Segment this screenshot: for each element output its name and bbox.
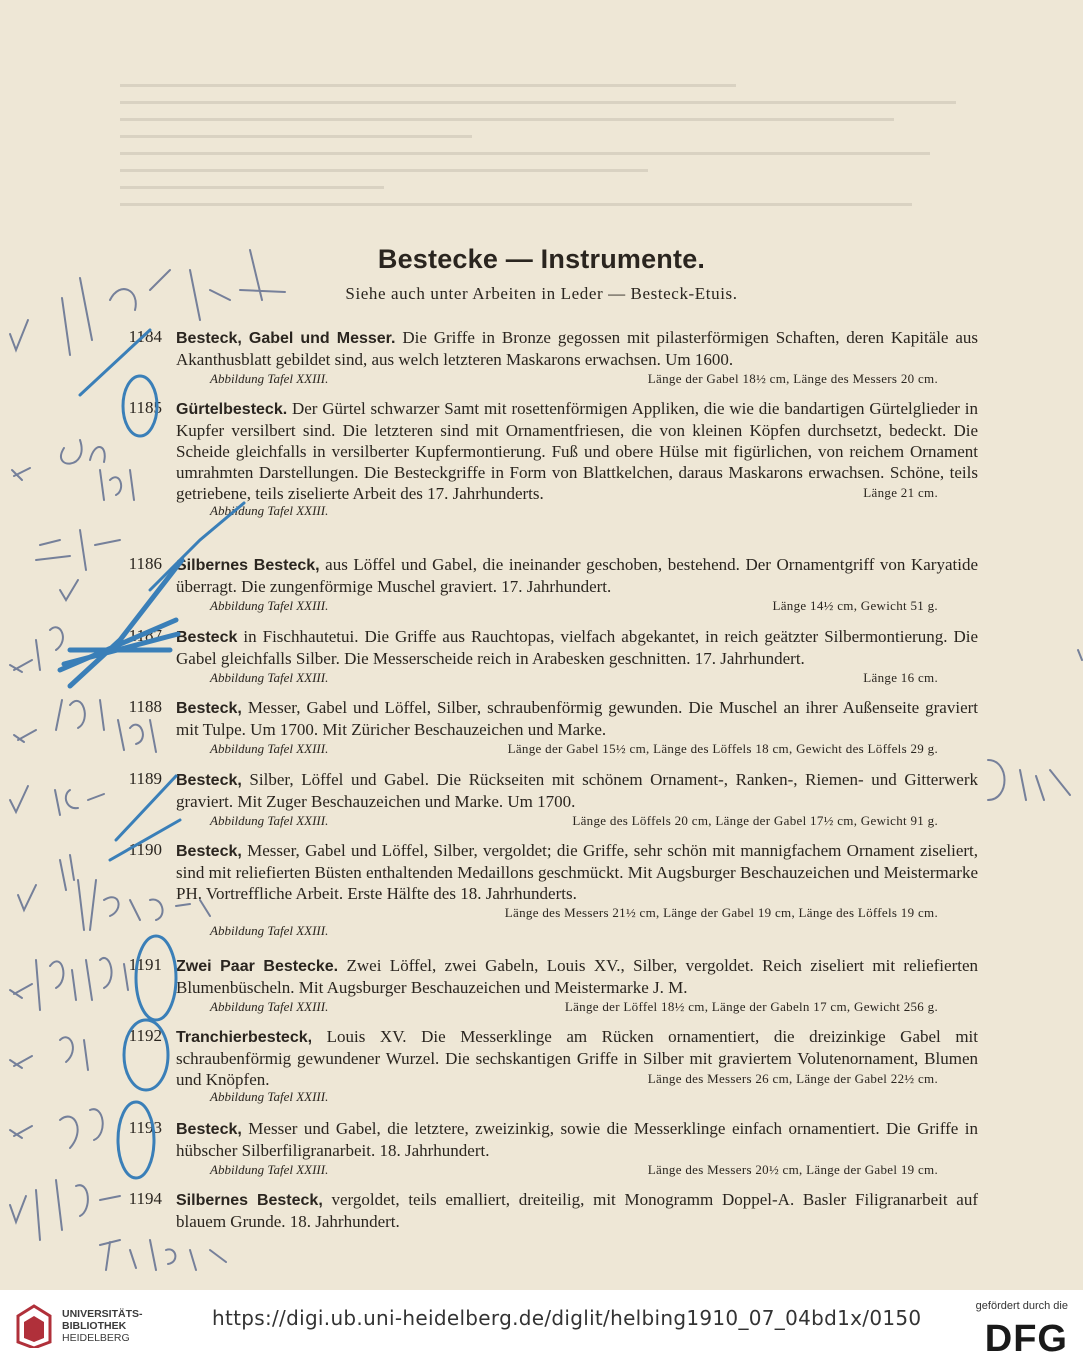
entry-text: Messer, Gabel und Löffel, Silber, schraubenförmig gewunden. Die Muschel an ihrer Außenseite graviert mit Tulpe. Um 1700. Mit Züricher Beschauzeichen und Marke. — [176, 698, 978, 739]
entry-body — [176, 554, 978, 597]
library-name-line3: HEIDELBERG — [62, 1332, 130, 1344]
library-name-line2: BIBLIOTHEK — [62, 1320, 127, 1332]
entry-text: Die Griffe in Bronze gegossen mit pilasterförmigen Schaften, deren Kapitäle aus Akanthusblatt gebildet sind, aus welch letzteren Maskarons erwachsen. Um 1600. — [176, 328, 978, 369]
entry-text: Messer und Gabel, die letztere, zweizinkig, sowie die Messerklinge einfach ornamentiert. Die Griffe in hübscher Silberfiligranarbeit. 18. Jahrhundert. — [176, 1119, 978, 1160]
entry-body — [176, 327, 978, 370]
entry-body — [176, 697, 978, 740]
entry-dimensions: Länge der Gabel 18½ cm, Länge des Messers 20 cm. — [647, 371, 938, 386]
entry-heading: Besteck, — [176, 772, 242, 789]
entry-heading: Besteck, — [176, 843, 242, 860]
entry-dimensions: Länge des Messers 21½ cm, Länge der Gabel 19 cm, Länge des Löffels 19 cm. — [504, 905, 938, 920]
entry-meta — [210, 370, 978, 388]
catalog-entry — [118, 1189, 978, 1232]
entry-meta — [210, 1088, 978, 1106]
entry-text: aus Löffel und Gabel, die ineinander geschoben, bestehend. Der Ornamentgriff von Karyatide überragt. Die zungenförmige Muschel graviert. 17. Jahrhundert. — [176, 555, 979, 596]
page-subtitle: Siehe auch unter Arbeiten in Leder — Besteck-Etuis. — [345, 284, 738, 303]
entry-dimensions: Länge des Messers 20½ cm, Länge der Gabel 19 cm. — [647, 1162, 938, 1177]
university-logo-icon — [14, 1302, 54, 1348]
funder-label: gefördert durch die — [975, 1300, 1068, 1312]
entry-figure-ref: Abbildung Tafel XXIII. — [210, 503, 329, 518]
library-name-line1: UNIVERSITÄTS- — [62, 1308, 143, 1320]
entry-body — [176, 626, 978, 669]
catalog-entry — [118, 554, 978, 615]
entry-text: Der Gürtel schwarzer Samt mit rosettenförmigen Appliken, die wie die bandartigen Gürtelglieder in Kupfer versilbert sind. Die letzteren sind mit Ornamentfriesen, die von kleinen Köpfen durchsetzt, bedeckt. Die Scheide gleichfalls in versilberter Kupfermontierung. Fuß und obere Hülse mit figürlichen, von reichem Ornament umrahmten Darstellungen. Die Besteckgriffe in Form von Blattkelchen, daraus Maskarons erwachsen. Schöne, teils getriebene, teils ziselierte Arbeit des 17. Jahrhunderts. — [176, 399, 978, 503]
entry-heading: Besteck, — [176, 700, 242, 717]
entry-meta — [210, 502, 978, 520]
entry-dimensions: Länge des Messers 26 cm, Länge der Gabel 22½ cm. — [647, 1071, 938, 1086]
entry-number: 1186 — [128, 554, 162, 573]
entry-figure-ref: Abbildung Tafel XXIII. — [210, 813, 329, 828]
entry-dimensions: Länge der Löffel 18½ cm, Länge der Gabeln 17 cm, Gewicht 256 g. — [564, 999, 938, 1014]
entry-meta — [210, 740, 978, 758]
entry-text: in Fischhautetui. Die Griffe aus Rauchtopas, vielfach abgekantet, in reich geätzter Silbermontierung. Die Gabel gleichfalls Silber. Die Messerscheide reich in Arabesken geschnitten. 17. Jahrhundert. — [176, 627, 978, 668]
entry-heading: Besteck — [176, 629, 238, 646]
entry-heading: Tranchierbesteck, — [176, 1029, 313, 1046]
entry-heading: Zwei Paar Bestecke. — [176, 958, 339, 975]
entry-meta — [210, 1161, 978, 1179]
entry-dimensions: Länge 14½ cm, Gewicht 51 g. — [772, 598, 938, 613]
library-name — [62, 1308, 143, 1344]
entry-figure-ref: Abbildung Tafel XXIII. — [210, 670, 329, 685]
entry-meta — [210, 669, 978, 687]
entry-text: vergoldet, teils emalliert, dreiteilig, mit Monogramm Doppel-A. Basler Filigranarbeit auf blauem Grunde. 18. Jahrhundert. — [176, 1190, 978, 1231]
entry-meta — [210, 597, 978, 615]
entry-number: 1191 — [128, 955, 162, 974]
catalog-entry — [118, 1026, 978, 1106]
entry-heading: Gürtelbesteck. — [176, 401, 288, 418]
entry-dimensions: Länge 21 cm. — [863, 485, 938, 500]
entry-figure-ref: Abbildung Tafel XXIII. — [210, 741, 329, 756]
entry-number: 1190 — [128, 840, 162, 859]
entry-figure-ref: Abbildung Tafel XXIII. — [210, 371, 329, 386]
entry-figure-ref: Abbildung Tafel XXIII. — [210, 1089, 329, 1104]
entry-meta — [210, 904, 978, 922]
permalink-url[interactable]: https://digi.ub.uni-heidelberg.de/diglit/helbing1910_07_04bd1x/0150 — [212, 1306, 922, 1330]
entry-figure-ref: Abbildung Tafel XXIII. — [210, 999, 329, 1014]
entry-dimensions: Länge der Gabel 15½ cm, Länge des Löffels 18 cm, Gewicht des Löffels 29 g. — [507, 741, 938, 756]
catalog-entry — [118, 955, 978, 1016]
entry-text: Louis XV. Die Messerklinge am Rücken ornamentiert, die dreizinkige Gabel mit schraubenförmig gewundener Wurzel. Die sechskantigen Griffe in Silber mit graviertem Volutenornament, Blumen und Knöpfen. — [176, 1027, 978, 1089]
entry-number: 1189 — [128, 769, 162, 788]
entry-body — [176, 1118, 978, 1161]
entry-number: 1187 — [128, 626, 162, 645]
entry-body — [176, 1189, 978, 1232]
entry-meta — [210, 812, 978, 830]
entry-body — [176, 955, 978, 998]
entry-heading: Besteck, Gabel und Messer. — [176, 330, 396, 347]
catalog-entry — [118, 697, 978, 758]
catalog-entry — [118, 769, 978, 830]
catalog-entry — [118, 398, 978, 520]
entry-number: 1185 — [128, 398, 162, 417]
entry-meta — [210, 922, 978, 940]
entry-heading: Silbernes Besteck, — [176, 1192, 323, 1209]
entry-body — [176, 840, 978, 904]
catalog-entry — [118, 1118, 978, 1179]
catalog-entry — [118, 327, 978, 388]
page-title: Bestecke — Instrumente. — [377, 244, 706, 274]
entry-heading: Besteck, — [176, 1121, 242, 1138]
entry-dimensions: Länge des Löffels 20 cm, Länge der Gabel 17½ cm, Gewicht 91 g. — [572, 813, 938, 828]
catalog-entry — [118, 840, 978, 940]
entry-body — [176, 769, 978, 812]
entry-figure-ref: Abbildung Tafel XXIII. — [210, 598, 329, 613]
catalog-entry — [118, 626, 978, 687]
entry-meta — [210, 1070, 978, 1088]
dfg-logo: DFG — [984, 1318, 1068, 1360]
entry-text: Silber, Löffel und Gabel. Die Rückseiten mit schönem Ornament-, Ranken-, Riemen- und Gitterwerk graviert. Mit Zuger Beschauzeichen und Marke. Um 1700. — [176, 770, 978, 811]
entry-number: 1192 — [128, 1026, 162, 1045]
entry-figure-ref: Abbildung Tafel XXIII. — [210, 1162, 329, 1177]
entry-figure-ref: Abbildung Tafel XXIII. — [210, 923, 329, 938]
entry-dimensions: Länge 16 cm. — [863, 670, 938, 685]
entry-number: 1184 — [128, 327, 162, 346]
entry-number: 1188 — [128, 697, 162, 716]
entry-heading: Silbernes Besteck, — [176, 557, 320, 574]
entry-text: Messer, Gabel und Löffel, Silber, vergoldet; die Griffe, sehr schön mit mannigfachem Ornament ziseliert, sind mit reliefierten Büsten enthaltenden Medaillons geschmückt. Mit Augsburger Beschauzeichen und Meistermarke PH. Vortreffliche Arbeit. Erste Hälfte des 18. Jahrhunderts. — [176, 841, 978, 903]
entry-meta — [210, 484, 978, 502]
entry-text: Zwei Löffel, zwei Gabeln, Louis XV., Silber, vergoldet. Reich ziseliert mit reliefierten Blumenbüscheln. Mit Augsburger Beschauzeichen und Meistermarke J. M. — [176, 956, 978, 997]
entry-meta — [210, 998, 978, 1016]
entry-number: 1194 — [128, 1189, 162, 1208]
entry-number: 1193 — [128, 1118, 162, 1137]
